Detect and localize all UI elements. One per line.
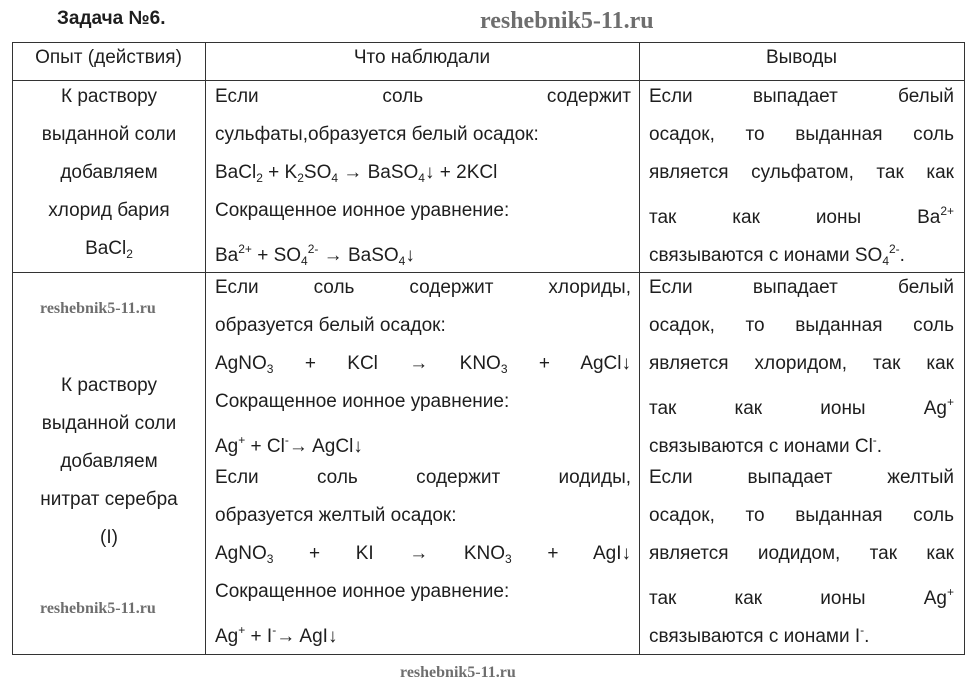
watermark: reshebnik5-11.ru [40, 600, 156, 617]
subscript: 4 [331, 171, 339, 185]
text-line [649, 307, 954, 345]
text-segment: + AgCl↓ [507, 353, 631, 374]
table-border-bottom [12, 654, 965, 655]
text-segment: выданной соли [41, 124, 177, 145]
text-line [16, 78, 202, 116]
text-segment: образуется белый осадок: [215, 315, 446, 336]
superscript: 2+ [940, 204, 954, 218]
cell-observed [215, 269, 631, 649]
text-segment: ↓ [405, 245, 415, 266]
superscript: + [238, 623, 246, 637]
text-segment: является хлоридом, так как [649, 353, 954, 374]
text-segment: выданной соли [41, 412, 177, 434]
text-line [215, 421, 631, 459]
text-line [649, 383, 954, 421]
text-line [215, 230, 631, 268]
cell-action [16, 269, 202, 654]
text-segment: осадок, то выданная соль [649, 315, 954, 336]
text-segment: + K [262, 162, 298, 183]
text-segment: нитрат серебра [40, 488, 178, 510]
text-segment: Если соль содержит [215, 86, 631, 107]
text-segment: + SO [251, 245, 302, 266]
text-segment: . [864, 626, 870, 647]
text-segment: BaCl [215, 162, 257, 183]
text-segment: Сокращенное ионное уравнение: [215, 200, 510, 221]
text-segment: → BaSO [338, 162, 419, 183]
text-line [649, 611, 954, 649]
text-segment: Если соль содержит иодиды, [215, 467, 631, 488]
subscript: 3 [266, 362, 274, 376]
text-line [215, 269, 631, 307]
text-line [215, 345, 631, 383]
text-segment: + I [245, 626, 273, 647]
text-line [215, 78, 631, 116]
text-segment: осадок, то выданная соль [649, 505, 954, 526]
text-segment: Сокращенное ионное уравнение: [215, 391, 510, 412]
header-observed: Что наблюдали [353, 47, 491, 68]
text-segment: Если соль содержит хлориды, [215, 277, 631, 298]
text-line [649, 116, 954, 154]
superscript: 2- [307, 242, 319, 256]
text-segment: (I) [100, 526, 118, 548]
text-segment: связываются с ионами SO [649, 245, 883, 266]
subscript: 4 [398, 254, 406, 268]
text-line [16, 367, 202, 405]
task-title: Задача №6. [57, 8, 166, 29]
text-segment: Если выпадает белый [649, 86, 954, 107]
subscript: 2 [126, 247, 133, 261]
superscript: + [238, 433, 246, 447]
text-segment: . [876, 436, 883, 457]
text-line [649, 573, 954, 611]
text-line [649, 154, 954, 192]
text-line [215, 192, 631, 230]
superscript: + [946, 395, 954, 409]
text-line [16, 154, 202, 192]
text-line [16, 519, 202, 557]
text-segment: связываются с ионами Cl [649, 436, 873, 457]
subscript: 4 [301, 254, 308, 268]
text-segment: + Cl [245, 436, 285, 457]
text-segment: + KI → KNO [273, 543, 506, 564]
superscript: 2+ [238, 242, 252, 256]
text-line [16, 192, 202, 230]
col-border [964, 42, 965, 655]
text-line [16, 116, 202, 154]
text-segment: AgNO [215, 353, 267, 374]
cell-action [16, 78, 202, 272]
text-segment: так как ионы Ag [649, 588, 947, 609]
subscript: 2 [297, 171, 304, 185]
text-line [649, 269, 954, 307]
subscript: 4 [418, 171, 425, 185]
text-line [649, 192, 954, 230]
superscript: - [860, 623, 865, 637]
text-line [16, 230, 202, 268]
cell-conclusion [649, 269, 954, 649]
watermark: reshebnik5-11.ru [400, 664, 516, 681]
text-line [215, 573, 631, 611]
text-segment: осадок, то выданная соль [649, 124, 954, 145]
cell-conclusion [649, 78, 954, 268]
text-line [215, 116, 631, 154]
subscript: 4 [882, 254, 889, 268]
text-line [649, 459, 954, 497]
text-segment: Если выпадает желтый [649, 467, 954, 488]
subscript: 3 [505, 552, 512, 566]
superscript: - [872, 433, 877, 447]
text-line [215, 307, 631, 345]
superscript: 2- [889, 242, 900, 256]
results-table [12, 42, 965, 655]
text-line [16, 405, 202, 443]
text-segment: добавляем [60, 450, 158, 472]
text-line [649, 497, 954, 535]
text-line [215, 383, 631, 421]
text-segment: связываются с ионами I [649, 626, 861, 647]
text-segment: хлорид бария [48, 200, 170, 221]
text-segment: . [899, 245, 905, 266]
text-segment: BaCl [85, 238, 127, 259]
text-line [215, 459, 631, 497]
subscript: 3 [266, 552, 274, 566]
text-line [215, 154, 631, 192]
text-segment: + KCl → KNO [273, 353, 501, 374]
text-segment: → AgCl↓ [288, 436, 363, 457]
text-segment: является иодидом, так как [649, 543, 954, 564]
text-segment: Сокращенное ионное уравнение: [215, 581, 510, 602]
text-line [649, 421, 954, 459]
text-segment: К раствору [61, 86, 157, 107]
text-segment: Если выпадает белый [649, 277, 954, 298]
text-segment: является сульфатом, так как [649, 162, 954, 183]
watermark: reshebnik5-11.ru [480, 8, 654, 34]
text-line [215, 611, 631, 649]
text-line [649, 230, 954, 268]
header-conclusion: Выводы [765, 47, 838, 68]
text-segment: образуется желтый осадок: [215, 505, 457, 526]
text-segment: ↓ + 2KCl [424, 162, 498, 183]
text-segment: SO [303, 162, 332, 183]
text-segment: Ag [215, 626, 239, 647]
watermark: reshebnik5-11.ru [40, 300, 156, 317]
text-segment: → AgI↓ [276, 626, 338, 647]
superscript: + [946, 585, 954, 599]
text-line [215, 497, 631, 535]
text-segment: так как ионы Ag [649, 398, 947, 419]
text-segment: сульфаты,образуется белый осадок: [215, 124, 539, 145]
col-border [12, 42, 13, 655]
text-line [649, 345, 954, 383]
text-segment: AgNO [215, 543, 267, 564]
subscript: 2 [256, 171, 263, 185]
cell-observed [215, 78, 631, 268]
text-segment: так как ионы Ba [649, 207, 941, 228]
text-segment: Ba [215, 245, 239, 266]
text-segment: → BaSO [318, 245, 399, 266]
superscript: - [284, 433, 289, 447]
subscript: 3 [500, 362, 508, 376]
text-segment: + AgI↓ [511, 543, 631, 564]
text-line [649, 78, 954, 116]
superscript: - [272, 623, 277, 637]
text-line [16, 481, 202, 519]
col-border [205, 42, 206, 655]
header-action: Опыт (действия) [35, 47, 182, 68]
text-segment: К раствору [61, 374, 157, 396]
text-segment: Ag [215, 436, 239, 457]
text-line [649, 535, 954, 573]
text-line [16, 443, 202, 481]
text-segment: добавляем [60, 162, 158, 183]
col-border [639, 42, 640, 655]
text-line [215, 535, 631, 573]
